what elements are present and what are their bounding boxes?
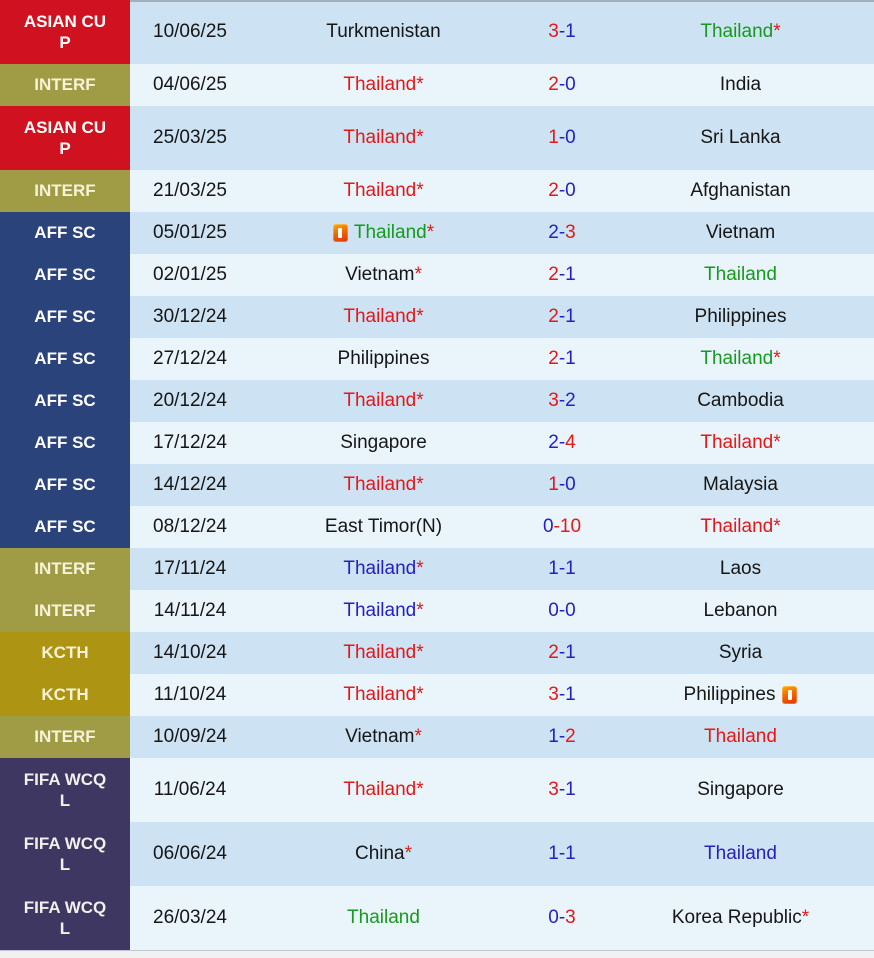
home-team-name: Thailand <box>353 222 427 243</box>
star-marker: * <box>416 74 424 95</box>
competition-badge <box>0 64 130 106</box>
home-team <box>250 886 517 950</box>
home-team-name: Thailand <box>343 779 417 800</box>
match-row <box>0 106 874 170</box>
home-team <box>250 0 517 64</box>
match-date: 21/03/25 <box>153 180 227 201</box>
away-team-name: Laos <box>719 558 762 579</box>
score-separator: - <box>558 558 566 579</box>
home-score: 2 <box>548 180 559 201</box>
match-date: 17/12/24 <box>153 432 227 453</box>
home-team <box>250 632 517 674</box>
home-team <box>250 548 517 590</box>
home-score: 2 <box>548 264 559 285</box>
home-team-name: Thailand <box>343 74 417 95</box>
match-date: 20/12/24 <box>153 390 227 411</box>
away-team <box>607 886 874 950</box>
home-team-name: Vietnam <box>345 264 415 285</box>
home-team <box>250 716 517 758</box>
match-date: 30/12/24 <box>153 306 227 327</box>
score-separator: - <box>558 180 566 201</box>
home-team-name: Thailand <box>343 306 417 327</box>
home-team <box>250 296 517 338</box>
away-score: 4 <box>565 432 576 453</box>
competition-badge <box>0 212 130 254</box>
home-score: 1 <box>548 127 559 148</box>
away-team-name: Philippines <box>694 306 787 327</box>
home-team <box>250 674 517 716</box>
match-row <box>0 758 874 822</box>
home-team-name: Thailand <box>343 180 417 201</box>
away-team-name: Thailand <box>700 432 774 453</box>
match-row <box>0 422 874 464</box>
home-team-name: Thailand <box>343 127 417 148</box>
home-team-name: Thailand <box>343 600 417 621</box>
match-date: 26/03/24 <box>153 907 227 928</box>
away-team <box>607 464 874 506</box>
score-separator: - <box>558 348 566 369</box>
competition-label: INTERF <box>34 181 96 201</box>
score-separator: - <box>558 779 566 800</box>
match-score <box>517 632 607 674</box>
away-team-name: Thailand <box>704 264 777 285</box>
star-marker: * <box>416 306 424 327</box>
score-separator: - <box>558 642 566 663</box>
match-row <box>0 822 874 886</box>
competition-badge <box>0 422 130 464</box>
match-row <box>0 64 874 106</box>
score-separator: - <box>558 474 566 495</box>
competition-label: AFF SC <box>34 223 96 243</box>
match-score <box>517 106 607 170</box>
table-bottom-strip <box>0 950 874 958</box>
star-marker: * <box>416 779 424 800</box>
match-row <box>0 674 874 716</box>
star-marker: * <box>416 642 424 663</box>
home-score: 1 <box>548 843 559 864</box>
away-team <box>607 548 874 590</box>
competition-badge <box>0 170 130 212</box>
away-team-name: Singapore <box>697 779 784 800</box>
match-row <box>0 0 874 64</box>
match-score <box>517 464 607 506</box>
match-row <box>0 380 874 422</box>
home-team-name: Thailand <box>343 390 417 411</box>
match-score <box>517 716 607 758</box>
away-score: 2 <box>565 390 576 411</box>
away-team-name: Thailand <box>704 843 777 864</box>
home-team-name: Thailand <box>343 474 417 495</box>
competition-label: FIFA WCQL <box>23 833 107 874</box>
red-card-bar <box>788 690 792 700</box>
match-score <box>517 590 607 632</box>
home-score: 1 <box>548 558 559 579</box>
competition-label: AFF SC <box>34 391 96 411</box>
match-score <box>517 170 607 212</box>
competition-badge <box>0 548 130 590</box>
home-team <box>250 106 517 170</box>
competition-label: AFF SC <box>34 265 96 285</box>
home-score: 3 <box>548 779 559 800</box>
competition-badge <box>0 506 130 548</box>
match-score <box>517 548 607 590</box>
competition-badge <box>0 338 130 380</box>
home-score: 2 <box>548 432 559 453</box>
competition-label: KCTH <box>41 643 89 663</box>
match-date: 10/06/25 <box>153 21 227 42</box>
home-team-name: Singapore <box>340 432 427 453</box>
score-separator: - <box>558 306 566 327</box>
match-row <box>0 338 874 380</box>
away-score: 1 <box>565 843 576 864</box>
match-score <box>517 506 607 548</box>
away-score: 1 <box>565 306 576 327</box>
home-score: 2 <box>548 348 559 369</box>
home-team <box>250 506 517 548</box>
competition-badge <box>0 254 130 296</box>
star-marker: * <box>404 843 413 864</box>
match-score <box>517 380 607 422</box>
competition-badge <box>0 822 130 886</box>
score-separator: - <box>558 726 566 747</box>
score-separator: - <box>558 264 566 285</box>
away-score: 2 <box>565 726 576 747</box>
away-score: 0 <box>565 474 576 495</box>
score-separator: - <box>558 600 566 621</box>
home-team <box>250 464 517 506</box>
match-row <box>0 296 874 338</box>
away-team-name: Thailand <box>700 348 774 369</box>
home-team <box>250 758 517 822</box>
competition-label: AFF SC <box>34 475 96 495</box>
away-team <box>607 632 874 674</box>
competition-label: KCTH <box>41 685 89 705</box>
home-score: 3 <box>548 684 559 705</box>
match-row <box>0 716 874 758</box>
away-team <box>607 822 874 886</box>
match-score <box>517 212 607 254</box>
away-team <box>607 422 874 464</box>
away-score: 0 <box>565 600 576 621</box>
home-score: 1 <box>548 726 559 747</box>
match-date: 11/10/24 <box>153 684 227 705</box>
away-score: 0 <box>565 74 576 95</box>
match-date: 06/06/24 <box>153 843 227 864</box>
away-score: 1 <box>565 642 576 663</box>
competition-badge <box>0 106 130 170</box>
competition-badge <box>0 0 130 64</box>
away-team <box>607 758 874 822</box>
home-team-name: Thailand <box>347 907 420 928</box>
away-team <box>607 506 874 548</box>
away-score: 0 <box>565 127 576 148</box>
home-team-name: Vietnam <box>345 726 415 747</box>
home-team-name: Thailand <box>343 558 417 579</box>
competition-badge <box>0 632 130 674</box>
competition-badge <box>0 716 130 758</box>
away-team <box>607 716 874 758</box>
match-score <box>517 674 607 716</box>
away-team-name: Syria <box>718 642 763 663</box>
star-marker: * <box>426 222 435 243</box>
away-team-name: Philippines <box>683 684 776 705</box>
away-team <box>607 380 874 422</box>
star-marker: * <box>416 127 424 148</box>
competition-badge <box>0 674 130 716</box>
match-score <box>517 296 607 338</box>
score-separator: - <box>558 843 566 864</box>
away-score: 1 <box>565 264 576 285</box>
home-team <box>250 380 517 422</box>
star-marker: * <box>416 558 424 579</box>
competition-badge <box>0 296 130 338</box>
match-date: 05/01/25 <box>153 222 227 243</box>
home-score: 3 <box>548 21 559 42</box>
home-team <box>250 822 517 886</box>
match-score <box>517 254 607 296</box>
match-row <box>0 254 874 296</box>
star-marker: * <box>416 684 424 705</box>
home-score: 1 <box>548 474 559 495</box>
score-separator: - <box>558 390 566 411</box>
competition-label: INTERF <box>34 727 96 747</box>
competition-label: AFF SC <box>34 433 96 453</box>
away-score: 1 <box>565 779 576 800</box>
away-team <box>607 590 874 632</box>
away-team-name: Lebanon <box>703 600 778 621</box>
away-team <box>607 254 874 296</box>
star-marker: * <box>414 264 422 285</box>
competition-badge <box>0 464 130 506</box>
red-card-icon <box>782 686 797 704</box>
star-marker: * <box>416 474 424 495</box>
away-team <box>607 674 874 716</box>
match-date: 27/12/24 <box>153 348 227 369</box>
home-team <box>250 64 517 106</box>
competition-label: ASIAN CUP <box>23 11 107 52</box>
competition-label: INTERF <box>34 559 96 579</box>
star-marker: * <box>801 907 810 928</box>
away-team-name: Thailand <box>704 726 777 747</box>
red-card-bar <box>338 228 342 238</box>
match-date: 10/09/24 <box>153 726 227 747</box>
match-row <box>0 886 874 950</box>
competition-label: ASIAN CUP <box>23 117 107 158</box>
away-score: 3 <box>565 222 576 243</box>
home-team <box>250 212 517 254</box>
match-score <box>517 758 607 822</box>
home-team-name: Thailand <box>343 684 417 705</box>
home-score: 0 <box>542 516 554 537</box>
match-date: 04/06/25 <box>153 74 227 95</box>
home-team <box>250 254 517 296</box>
star-marker: * <box>416 390 424 411</box>
star-marker: * <box>416 180 424 201</box>
match-score <box>517 0 607 64</box>
away-team-name: Afghanistan <box>690 180 791 201</box>
competition-label: AFF SC <box>34 349 96 369</box>
away-team <box>607 64 874 106</box>
home-team-name: East Timor(N) <box>324 516 443 537</box>
match-date: 02/01/25 <box>153 264 227 285</box>
match-row <box>0 464 874 506</box>
away-team-name: Thailand <box>700 21 774 42</box>
home-team-name: Philippines <box>337 348 430 369</box>
score-separator: - <box>558 432 566 453</box>
home-score: 3 <box>548 390 559 411</box>
home-team-name: China <box>354 843 405 864</box>
away-score: 1 <box>565 21 576 42</box>
home-score: 2 <box>548 306 559 327</box>
score-separator: - <box>558 74 566 95</box>
match-score <box>517 338 607 380</box>
home-score: 2 <box>548 222 559 243</box>
competition-badge <box>0 380 130 422</box>
star-marker: * <box>416 600 424 621</box>
score-separator: - <box>558 222 566 243</box>
score-separator: - <box>558 21 566 42</box>
match-row <box>0 548 874 590</box>
match-date: 17/11/24 <box>153 558 227 579</box>
match-date: 08/12/24 <box>153 516 227 537</box>
match-score <box>517 886 607 950</box>
competition-badge <box>0 886 130 950</box>
match-row <box>0 506 874 548</box>
away-score: 1 <box>565 558 576 579</box>
away-team <box>607 296 874 338</box>
away-score: 1 <box>565 348 576 369</box>
competition-label: AFF SC <box>34 307 96 327</box>
match-row <box>0 212 874 254</box>
home-team <box>250 590 517 632</box>
away-team <box>607 106 874 170</box>
competition-label: AFF SC <box>34 517 96 537</box>
away-score: 3 <box>565 907 576 928</box>
competition-badge <box>0 758 130 822</box>
away-team-name: Vietnam <box>705 222 776 243</box>
star-marker: * <box>414 726 422 747</box>
match-date: 25/03/25 <box>153 127 227 148</box>
match-date: 14/10/24 <box>153 642 227 663</box>
competition-badge <box>0 590 130 632</box>
away-score: 1 <box>565 684 576 705</box>
score-separator: - <box>558 684 566 705</box>
score-separator: - <box>558 907 566 928</box>
star-marker: * <box>773 21 781 42</box>
away-team-name: Malaysia <box>703 474 778 495</box>
match-row <box>0 170 874 212</box>
away-team <box>607 338 874 380</box>
star-marker: * <box>773 516 781 537</box>
home-team <box>250 338 517 380</box>
away-team <box>607 170 874 212</box>
home-team-name: Turkmenistan <box>326 21 441 42</box>
away-score: 0 <box>565 180 576 201</box>
star-marker: * <box>773 348 781 369</box>
away-team-name: Korea Republic <box>671 907 802 928</box>
away-team <box>607 0 874 64</box>
home-team <box>250 422 517 464</box>
away-score: 10 <box>559 516 582 537</box>
match-date: 14/11/24 <box>153 600 227 621</box>
star-marker: * <box>773 432 781 453</box>
home-score: 0 <box>548 600 559 621</box>
away-team-name: Sri Lanka <box>700 127 781 148</box>
home-score: 2 <box>548 642 559 663</box>
match-date: 11/06/24 <box>153 779 227 800</box>
home-team <box>250 170 517 212</box>
away-team-name: Thailand <box>700 516 774 537</box>
match-score <box>517 422 607 464</box>
home-team-name: Thailand <box>343 642 417 663</box>
match-score <box>517 64 607 106</box>
match-row <box>0 590 874 632</box>
home-score: 0 <box>548 907 559 928</box>
home-score: 2 <box>548 74 559 95</box>
score-separator: - <box>553 516 560 537</box>
score-separator: - <box>558 127 566 148</box>
competition-label: FIFA WCQL <box>23 769 107 810</box>
match-row <box>0 632 874 674</box>
red-card-icon <box>333 224 348 242</box>
competition-label: FIFA WCQL <box>23 897 107 938</box>
competition-label: INTERF <box>34 601 96 621</box>
competition-label: INTERF <box>34 75 96 95</box>
match-date: 14/12/24 <box>153 474 227 495</box>
away-team <box>607 212 874 254</box>
away-team-name: Cambodia <box>697 390 784 411</box>
match-score <box>517 822 607 886</box>
away-team-name: India <box>719 74 762 95</box>
